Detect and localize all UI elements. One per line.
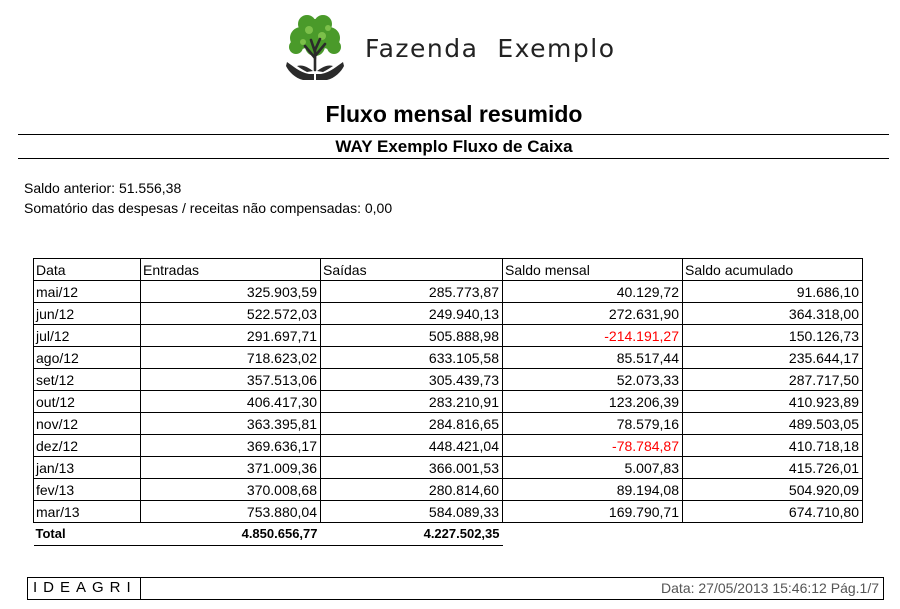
footer-date-page: Data: 27/05/2013 15:46:12 Pág.1/7 (661, 580, 879, 596)
cell-data: jan/13 (34, 457, 141, 479)
table-row (34, 325, 863, 347)
cell-saidas: 366.001,53 (321, 457, 503, 479)
cell-entradas: 325.903,59 (141, 281, 321, 303)
cell-saidas: 633.105,58 (321, 347, 503, 369)
cell-entradas: 522.572,03 (141, 303, 321, 325)
cell-saldo-acumulado: 674.710,80 (683, 501, 863, 523)
subtitle-divider (18, 158, 889, 159)
cell-saldo-mensal: 5.007,83 (503, 457, 683, 479)
table-row (34, 281, 863, 303)
cell-saldo-mensal: 40.129,72 (503, 281, 683, 303)
cell-data: dez/12 (34, 435, 141, 457)
saldo-anterior: Saldo anterior: 51.556,38 (24, 180, 182, 196)
column-header-data: Data (34, 259, 141, 281)
cell-data: ago/12 (34, 347, 141, 369)
cell-entradas: 406.417,30 (141, 391, 321, 413)
cell-saldo-acumulado: 235.644,17 (683, 347, 863, 369)
cell-data: set/12 (34, 369, 141, 391)
table-row (34, 347, 863, 369)
cell-entradas: 718.623,02 (141, 347, 321, 369)
cell-saidas: 285.773,87 (321, 281, 503, 303)
cell-saldo-acumulado: 91.686,10 (683, 281, 863, 303)
cell-saidas: 283.210,91 (321, 391, 503, 413)
cell-entradas: 371.009,36 (141, 457, 321, 479)
column-header-saldo-mensal: Saldo mensal (503, 259, 683, 281)
column-header-saldo-acumulado: Saldo acumulado (683, 259, 863, 281)
cell-saidas: 505.888,98 (321, 325, 503, 347)
report-title: Fluxo mensal resumido (325, 101, 583, 127)
brand-name: Fazenda Exemplo (365, 34, 616, 63)
tree-hands-icon (283, 14, 347, 86)
cell-saldo-mensal: -78.784,87 (503, 435, 683, 457)
cell-saldo-mensal: -214.191,27 (503, 325, 683, 347)
cell-saldo-acumulado: 489.503,05 (683, 413, 863, 435)
footer-divider (140, 578, 141, 599)
table-row (34, 479, 863, 501)
cell-data: jul/12 (34, 325, 141, 347)
cell-entradas: 357.513,06 (141, 369, 321, 391)
cell-entradas: 753.880,04 (141, 501, 321, 523)
cell-entradas: 291.697,71 (141, 325, 321, 347)
cell-entradas: 363.395,81 (141, 413, 321, 435)
cell-saidas: 448.421,04 (321, 435, 503, 457)
total-empty-cell (503, 523, 683, 546)
cell-saldo-mensal: 52.073,33 (503, 369, 683, 391)
cell-saldo-mensal: 169.790,71 (503, 501, 683, 523)
title-divider (18, 134, 889, 135)
cell-saldo-acumulado: 410.718,18 (683, 435, 863, 457)
total-label: Total (34, 523, 141, 546)
column-header-saidas: Saídas (321, 259, 503, 281)
table-row (34, 413, 863, 435)
page-footer (27, 577, 884, 600)
cell-saidas: 284.816,65 (321, 413, 503, 435)
cell-saldo-acumulado: 150.126,73 (683, 325, 863, 347)
cell-entradas: 369.636,17 (141, 435, 321, 457)
somatorio-nao-compensadas: Somatório das despesas / receitas não compensadas: 0,00 (24, 200, 393, 216)
cell-saidas: 280.814,60 (321, 479, 503, 501)
total-entradas: 4.850.656,77 (141, 523, 321, 546)
cell-data: fev/13 (34, 479, 141, 501)
table-row (34, 435, 863, 457)
cell-saldo-mensal: 78.579,16 (503, 413, 683, 435)
table-header-row (34, 259, 863, 281)
total-empty-cell (683, 523, 863, 546)
cell-data: nov/12 (34, 413, 141, 435)
report-subtitle: WAY Exemplo Fluxo de Caixa (335, 137, 573, 156)
table-row (34, 457, 863, 479)
cell-saldo-acumulado: 415.726,01 (683, 457, 863, 479)
cell-data: jun/12 (34, 303, 141, 325)
cell-saldo-mensal: 272.631,90 (503, 303, 683, 325)
table-row (34, 501, 863, 523)
cell-saldo-acumulado: 410.923,89 (683, 391, 863, 413)
cell-saidas: 305.439,73 (321, 369, 503, 391)
total-row (34, 523, 863, 546)
table-row (34, 303, 863, 325)
footer-brand: IDEAGRI (33, 579, 137, 596)
cell-saidas: 249.940,13 (321, 303, 503, 325)
table-row (34, 369, 863, 391)
cell-saldo-mensal: 123.206,39 (503, 391, 683, 413)
cell-saldo-mensal: 85.517,44 (503, 347, 683, 369)
cell-data: out/12 (34, 391, 141, 413)
table-row (34, 391, 863, 413)
column-header-entradas: Entradas (141, 259, 321, 281)
cell-saldo-mensal: 89.194,08 (503, 479, 683, 501)
cell-saidas: 584.089,33 (321, 501, 503, 523)
cell-saldo-acumulado: 287.717,50 (683, 369, 863, 391)
cell-data: mar/13 (34, 501, 141, 523)
total-saidas: 4.227.502,35 (321, 523, 503, 546)
cell-saldo-acumulado: 504.920,09 (683, 479, 863, 501)
cell-entradas: 370.008,68 (141, 479, 321, 501)
cell-data: mai/12 (34, 281, 141, 303)
cash-flow-table (33, 258, 863, 546)
cell-saldo-acumulado: 364.318,00 (683, 303, 863, 325)
